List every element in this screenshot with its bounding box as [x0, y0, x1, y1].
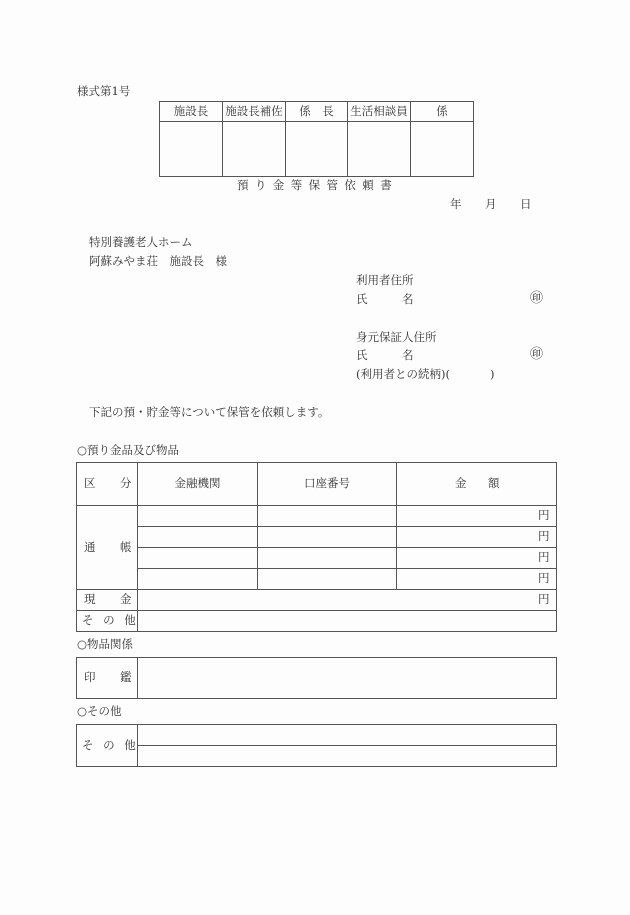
other-label: そ の 他 — [82, 613, 139, 627]
recipient-facility-type: 特別養護老人ホーム — [89, 235, 193, 249]
stamp-box-staff[interactable] — [411, 122, 473, 176]
stamp-box-chief[interactable] — [286, 122, 347, 176]
other-deposit-field[interactable] — [138, 611, 556, 631]
user-name-label-2: 名 — [402, 292, 414, 306]
date-year-label: 年 — [450, 197, 462, 211]
approval-header-chief: 係 長 — [299, 104, 334, 118]
section-items-heading: ○物品関係 — [77, 637, 134, 651]
seal-label-2: 鑑 — [120, 670, 132, 684]
section-deposits-heading: ○預り金品及び物品 — [77, 443, 180, 457]
cash-label-2: 金 — [120, 592, 132, 606]
cash-label-1: 現 — [84, 592, 96, 606]
header-amount-2: 額 — [488, 476, 500, 490]
passbook-account-field[interactable] — [258, 527, 396, 547]
header-category-1: 区 — [84, 476, 96, 490]
passbook-amount-field[interactable] — [397, 569, 556, 589]
date-day-label: 日 — [520, 197, 532, 211]
request-text: 下記の預・貯金等について保管を依頼します。 — [89, 405, 330, 419]
other-line-1-field[interactable] — [138, 725, 556, 745]
stamp-box-assistant-director[interactable] — [223, 122, 285, 176]
header-amount-1: 金 — [455, 476, 467, 490]
user-name-label-1: 氏 — [356, 292, 368, 306]
yen-unit: 円 — [538, 508, 550, 522]
guarantor-seal-icon: ㊞ — [530, 347, 544, 362]
header-bank: 金融機関 — [174, 476, 221, 490]
yen-unit: 円 — [538, 550, 550, 564]
other-line-2-field[interactable] — [138, 746, 556, 766]
passbook-account-field[interactable] — [258, 569, 396, 589]
cash-amount-field[interactable] — [138, 590, 556, 610]
passbook-label-1: 通 — [84, 540, 96, 554]
guarantor-relation-close: ) — [490, 367, 495, 381]
passbook-account-field[interactable] — [258, 506, 396, 526]
passbook-amount-field[interactable] — [397, 506, 556, 526]
guarantor-address-label: 身元保証人住所 — [356, 330, 437, 344]
passbook-label-2: 帳 — [120, 540, 132, 554]
approval-header-director: 施設長 — [173, 104, 209, 118]
form-number: 様式第1号 — [77, 84, 131, 98]
seal-label-1: 印 — [84, 670, 96, 684]
approval-header-assistant-director: 施設長補佐 — [225, 104, 283, 118]
yen-unit: 円 — [538, 529, 550, 543]
passbook-amount-field[interactable] — [397, 527, 556, 547]
other-section-label: そ の 他 — [82, 738, 139, 752]
passbook-amount-field[interactable] — [397, 548, 556, 568]
stamp-box-counselor[interactable] — [348, 122, 410, 176]
seal-field[interactable] — [138, 658, 556, 698]
approval-header-staff: 係 — [436, 104, 448, 118]
guarantor-name-label-2: 名 — [402, 348, 414, 362]
passbook-bank-field[interactable] — [138, 506, 257, 526]
recipient-name: 阿蘇みやま荘 施設長 様 — [89, 254, 227, 268]
document-title: 預り金等保管依頼書 — [237, 178, 399, 192]
date-month-label: 月 — [485, 197, 497, 211]
yen-unit: 円 — [538, 571, 550, 585]
user-seal-icon: ㊞ — [530, 291, 544, 306]
guarantor-relation-label: (利用者との続柄)( — [356, 367, 450, 381]
passbook-bank-field[interactable] — [138, 548, 257, 568]
approval-header-counselor: 生活相談員 — [350, 104, 408, 118]
cash-yen-unit: 円 — [538, 592, 550, 606]
guarantor-name-label-1: 氏 — [356, 348, 368, 362]
section-other-heading: ○その他 — [77, 704, 122, 718]
passbook-bank-field[interactable] — [138, 527, 257, 547]
passbook-account-field[interactable] — [258, 548, 396, 568]
header-account: 口座番号 — [304, 476, 350, 490]
passbook-bank-field[interactable] — [138, 569, 257, 589]
header-category-2: 分 — [120, 476, 132, 490]
user-address-label: 利用者住所 — [356, 273, 414, 287]
stamp-box-director[interactable] — [160, 122, 222, 176]
